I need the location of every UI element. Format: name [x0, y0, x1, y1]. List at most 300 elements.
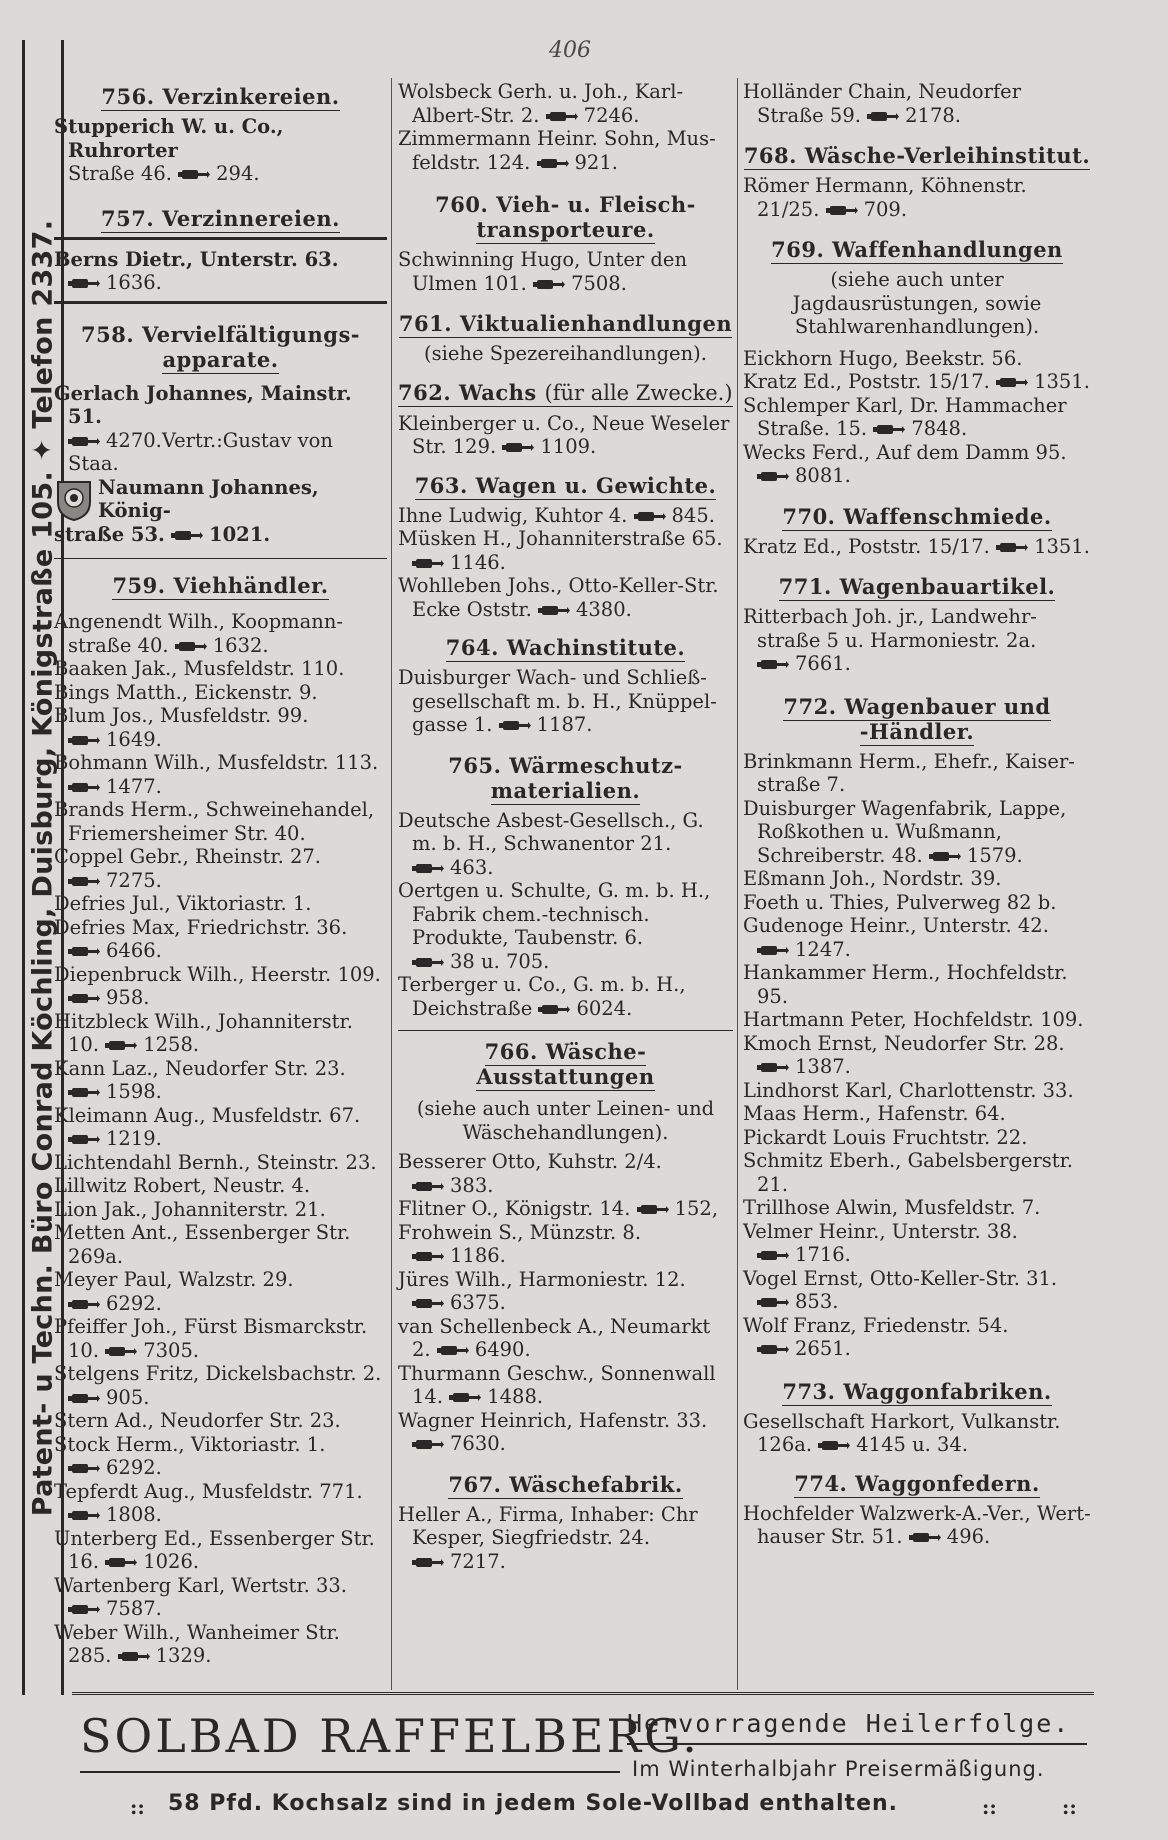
telephone-icon [538, 1004, 570, 1015]
note: (siehe Spezereihandlungen). [424, 342, 707, 365]
note: (siehe auch unter Jagdausrüstungen, sowie Stahlwarenhandlungen). [792, 268, 1042, 338]
page-number: 406 [549, 38, 591, 63]
list-item [743, 1502, 1091, 1549]
telephone-icon [412, 957, 444, 968]
entry-phone: 8081. [795, 464, 851, 487]
entry-list-774 [743, 1502, 1091, 1549]
heading-text: 773. Waggonfabriken. [782, 1378, 1052, 1404]
bottom-advertisement [72, 1692, 1094, 1823]
heading-text: 762. Wachs [398, 379, 537, 405]
entry-phone: 7630. [450, 1432, 506, 1455]
telephone-icon [996, 542, 1028, 553]
entry-phone: 1632. [212, 633, 269, 657]
entry-list-766 [398, 1150, 733, 1456]
entry-text: Hitzbleck Wilh., Johanniterstr. 10. [54, 1009, 353, 1056]
divider [54, 301, 387, 304]
entry-phone: 152, [674, 1197, 719, 1220]
column-2 [398, 80, 733, 1690]
entry-text: Eickhorn Hugo, Beekstr. 56. [743, 346, 1023, 370]
list-item [743, 535, 1091, 559]
entry-phone: 958. [106, 986, 150, 1009]
telephone-icon [68, 1087, 100, 1098]
entry-text: Zimmermann Heinr. Sohn, Mus-feldstr. 124. [398, 127, 716, 174]
list-item [743, 1079, 1091, 1103]
heading-769 [743, 237, 1091, 262]
telephone-icon [412, 558, 444, 569]
heading-text: 759. Viehhändler. [112, 573, 329, 598]
entry-text: Duisburger Wagenfabrik, Lappe, Roßkothen u. Wußmann, Schreiberstr. 48. [743, 796, 1067, 867]
entry-text: Lindhorst Karl, Charlottenstr. 33. [743, 1078, 1074, 1102]
telephone-icon [546, 111, 578, 122]
list-item [54, 1221, 387, 1268]
entry-text: Tepferdt Aug., Musfeldstr. 771. [54, 1479, 363, 1503]
list-item [398, 1315, 733, 1362]
list-item [398, 574, 733, 621]
heading-773 [743, 1379, 1091, 1404]
entry-phone: 7305. [143, 1338, 200, 1362]
list-item [398, 248, 733, 295]
heading-text: 774. Waggonfedern. [794, 1470, 1040, 1496]
entry-text: Römer Hermann, Köhnenstr. 21/25. [743, 174, 1027, 221]
telephone-icon [757, 659, 789, 670]
entry-text: Brands Herm., Schweinehandel, Friemersheimer Str. 40. [54, 798, 375, 845]
list-item [54, 1409, 387, 1433]
list-item [54, 916, 387, 963]
entry-text: Deutsche Asbest-Gesellsch., G. m. b. H., Schwanentor 21. [398, 808, 704, 855]
heading-text: 771. Wagenbauartikel. [778, 574, 1056, 599]
entry-phone: 1186. [450, 1244, 506, 1267]
entry-text: Lichtendahl Bernh., Steinstr. 23. [54, 1150, 377, 1174]
heading-text: 756. Verzinkereien. [101, 84, 340, 109]
entry-text: Kleinberger u. Co., Neue Weseler Str. 129. [398, 411, 730, 458]
list-item [398, 809, 733, 880]
telephone-icon [412, 1251, 444, 1262]
entry-phone: 1247. [795, 937, 851, 961]
heading-text: 760. Vieh- u. Fleisch- [435, 192, 696, 217]
divider [54, 237, 387, 240]
entry-phone: 1146. [450, 550, 506, 574]
entry-phone: 7661. [795, 652, 851, 675]
telephone-icon [929, 851, 961, 862]
heading-758 [54, 322, 387, 372]
list-item [398, 127, 733, 174]
entry-phone: 463. [450, 855, 494, 879]
entry-text: Maas Herm., Hafenstr. 64. [743, 1102, 1006, 1125]
entry-name: Berns Dietr., Unterstr. 63. [54, 247, 339, 271]
list-item [54, 1315, 387, 1362]
list-item [743, 394, 1091, 441]
ad-ornament: :: [982, 1795, 997, 1819]
telephone-icon [757, 945, 789, 956]
entry [54, 248, 387, 295]
list-item [398, 1221, 733, 1268]
entry-phone: 2651. [795, 1337, 851, 1360]
entry-text: Besserer Otto, Kuhstr. 2/4. [398, 1150, 662, 1173]
heading-text: -Händler. [859, 718, 975, 744]
list-item [54, 963, 387, 1010]
telephone-icon [68, 1134, 100, 1145]
entry-phone: 845. [671, 503, 715, 527]
telephone-icon [533, 279, 565, 290]
spa-name-underline [80, 1771, 620, 1773]
telephone-icon [105, 1040, 137, 1051]
entry-list-767 [398, 1503, 733, 1574]
list-item [54, 798, 387, 845]
entry-list-768 [743, 174, 1091, 221]
entry-text: Gudenoge Heinr., Unterstr. 42. [743, 914, 1049, 937]
heading-763 [398, 473, 733, 498]
entry-text: Defries Jul., Viktoriastr. 1. [54, 892, 312, 915]
list-item [54, 1057, 387, 1104]
list-item [398, 504, 733, 528]
telephone-icon [502, 442, 534, 453]
heading-762 [398, 380, 733, 406]
list-item [743, 1196, 1091, 1220]
list-item [743, 347, 1091, 371]
ad-headline-rule [627, 1743, 1087, 1745]
entry-text: Terberger u. Co., G. m. b. H., Deichstraße [398, 973, 686, 1020]
entry-text: Ritterbach Joh. jr., Landwehr-straße 5 u. Harmoniestr. 2a. [743, 605, 1037, 652]
entry-phone: 4145 u. 34. [856, 1433, 969, 1456]
entry-phone: 1387. [795, 1055, 851, 1078]
heading-text: 763. Wagen u. Gewichte. [414, 472, 717, 498]
telephone-icon [867, 111, 899, 122]
entry-phone: 1716. [795, 1243, 851, 1266]
telephone-icon [68, 946, 100, 957]
entry-list-772 [743, 750, 1091, 1361]
column-1 [54, 80, 387, 1690]
entry-name: Gerlach Johannes, Mainstr. 51. [54, 381, 352, 428]
heading-text: 769. Waffenhandlungen [771, 237, 1063, 262]
entry [54, 382, 387, 476]
entry-phone: 6375. [450, 1291, 506, 1314]
heading-text: 767. Wäschefabrik. [448, 1471, 683, 1497]
heading-761 [398, 311, 733, 336]
entry-phone: 1351. [1034, 370, 1090, 393]
heading-765 [398, 753, 733, 803]
list-item [398, 412, 733, 459]
entry-phone: 6024. [576, 996, 633, 1020]
entry-list-759-cont [398, 80, 733, 174]
entry-text: Kmoch Ernst, Neudorfer Str. 28. [743, 1031, 1065, 1055]
list-item [398, 80, 733, 127]
entry-phone: 6466. [106, 939, 162, 962]
entry-text: Eßmann Joh., Nordstr. 39. [743, 867, 1002, 890]
entry-text: Wecks Ferd., Auf dem Damm 95. [743, 440, 1067, 464]
entry-phone: 709. [863, 197, 908, 221]
entry-phone: 1219. [106, 1127, 162, 1150]
telephone-icon [537, 158, 569, 169]
telephone-icon [68, 876, 100, 887]
list-item [743, 1032, 1091, 1079]
heading-text: 772. Wagenbauer und [783, 693, 1051, 719]
entry-text: Oertgen u. Schulte, G. m. b. H., Fabrik chem.-technisch. Produkte, Taubenstr. 6. [398, 879, 711, 949]
entry-text: Diepenbruck Wilh., Heerstr. 109. [54, 962, 381, 986]
telephone-icon [171, 530, 203, 541]
heading-756 [54, 84, 387, 109]
telephone-icon [499, 720, 531, 731]
entry-phone: 1109. [540, 435, 597, 458]
entry-text: Unterberg Ed., Essenberger Str. 16. [54, 1526, 375, 1573]
list-item [54, 1362, 387, 1409]
ad-winter-discount: Im Winterhalbjahr Preisermäßigung. [632, 1757, 1045, 1781]
entry-text: Foeth u. Thies, Pulverweg 82 b. [743, 890, 1057, 914]
entry-text: Lion Jak., Johanniterstr. 21. [54, 1197, 326, 1221]
entry-name: Stupperich W. u. Co., Ruhrorter [54, 115, 284, 162]
telephone-icon [449, 1392, 481, 1403]
column-divider [737, 78, 738, 1690]
telephone-icon [818, 1440, 850, 1451]
list-item [398, 1503, 733, 1574]
list-item [54, 610, 387, 657]
heading-text: 765. Wärmeschutz- [448, 752, 683, 778]
telephone-icon [637, 1204, 669, 1215]
entry-list-765 [398, 809, 733, 1021]
heading-note: (für alle Zwecke.) [544, 380, 733, 405]
telephone-icon [826, 205, 858, 216]
entry-text: Wartenberg Karl, Wertstr. 33. [54, 1573, 347, 1597]
list-item [398, 973, 733, 1020]
entry-text: Hochfelder Walzwerk-A.-Ver., Wert-hauser Str. 51. [743, 1501, 1091, 1548]
note: (siehe auch unter Leinen- und Wäschehandlungen). [416, 1097, 715, 1144]
list-item [398, 1362, 733, 1409]
heading-text: 768. Wäsche-Verleihinstitut. [743, 143, 1091, 168]
telephone-icon [68, 782, 100, 793]
telephone-icon [68, 993, 100, 1004]
telephone-icon [412, 1557, 444, 1568]
telephone-icon [757, 1297, 789, 1308]
heading-text: 770. Waffenschmiede. [782, 503, 1052, 529]
entry-phone: 1351. [1034, 534, 1090, 558]
telephone-icon [412, 1181, 444, 1192]
entry-phone: 1258. [143, 1033, 200, 1056]
entry-list-771 [743, 605, 1091, 676]
list-item [743, 80, 1091, 127]
entry-text: Flitner O., Königstr. 14. [398, 1197, 637, 1220]
list-item [398, 1268, 733, 1315]
heading-764 [398, 635, 733, 660]
entry-text: Metten Ant., Essenberger Str. 269a. [54, 1221, 351, 1268]
entry-text: Meyer Paul, Walzstr. 29. [54, 1268, 294, 1291]
entry-text: Stock Herm., Viktoriastr. 1. [54, 1432, 326, 1456]
entry [54, 476, 387, 547]
entry-phone: 7848. [911, 417, 968, 440]
entry-address: Straße 46. [68, 162, 172, 185]
entry-phone: 1477. [106, 774, 162, 798]
ad-ornament: :: [1062, 1795, 1077, 1819]
list-item [398, 1197, 733, 1221]
entry-text: Defries Max, Friedrichstr. 36. [54, 915, 348, 939]
entry-text: Jüres Wilh., Harmoniestr. 12. [398, 1267, 686, 1291]
entry-phone: 1329. [155, 1644, 212, 1667]
divider [398, 1030, 733, 1031]
entry-text: Duisburger Wach- und Schließ-gesellschaft m. b. H., Knüppel-gasse 1. [398, 666, 717, 736]
list-item [743, 1314, 1091, 1361]
telephone-icon [118, 1651, 150, 1662]
entry-text: Kratz Ed., Poststr. 15/17. [743, 370, 997, 393]
list-item [743, 1126, 1091, 1150]
list-item [54, 845, 387, 892]
heading-770 [743, 504, 1091, 529]
entry-phone: 1021. [209, 522, 271, 546]
list-item [743, 1008, 1091, 1032]
list-item [54, 681, 387, 705]
heading-766 [398, 1039, 733, 1089]
list-item [54, 1574, 387, 1621]
telephone-icon [412, 863, 444, 874]
ad-ornament: :: [130, 1795, 145, 1819]
entry-text: Pfeiffer Joh., Fürst Bismarckstr. 10. [54, 1315, 368, 1362]
telephone-icon [412, 1298, 444, 1309]
spa-name-text: SOLBAD RAFFELBERG. [80, 1709, 700, 1763]
list-item [54, 751, 387, 798]
list-item [743, 1410, 1091, 1457]
list-item [743, 1267, 1091, 1314]
telephone-icon [68, 278, 100, 289]
entry-list-759 [54, 610, 387, 1668]
heading-759 [54, 573, 387, 598]
entry-text: Hartmann Peter, Hochfeldstr. 109. [743, 1008, 1084, 1031]
entry-text: Bings Matth., Eickenstr. 9. [54, 680, 318, 704]
entry-phone: 2178. [905, 103, 961, 127]
shield-logo-icon [54, 478, 94, 522]
entry-list-763 [398, 504, 733, 622]
entry-text: Hankammer Herm., Hochfeldstr. 95. [743, 961, 1068, 1008]
entry-text: Blum Jos., Musfeldstr. 99. [54, 704, 309, 727]
entry [54, 115, 387, 186]
ad-salt-content: 58 Pfd. Kochsalz sind in jedem Sole-Vollbad enthalten. [168, 1791, 899, 1816]
entry-text: Heller A., Firma, Inhaber: Chr Kesper, Siegfriedstr. 24. [398, 1502, 698, 1549]
entry-phone: 6292. [106, 1291, 162, 1315]
side-advertisement-text: Patent- u Techn. Büro Conrad Köchling, Duisburg, Königstraße 105. ✦ Telefon 2337. [27, 219, 59, 1516]
telephone-icon [105, 1557, 137, 1568]
heading-772 [743, 694, 1091, 744]
list-item [398, 879, 733, 973]
list-item [743, 1102, 1091, 1126]
entry-text: Pickardt Louis Fruchtstr. 22. [743, 1125, 1028, 1149]
list-item [54, 657, 387, 681]
entry-phone: 6292. [106, 1456, 162, 1479]
telephone-icon [68, 1299, 100, 1310]
entry-phone: 7508. [571, 271, 627, 295]
telephone-icon [909, 1532, 941, 1543]
heading-767 [398, 1472, 733, 1497]
entry-text: van Schellenbeck A., Neumarkt 2. [398, 1314, 711, 1361]
entry-text: Ihne Ludwig, Kuhtor 4. [398, 503, 634, 527]
entry-text: Schlemper Karl, Dr. Hammacher Straße. 15. [743, 393, 1067, 440]
list-item [743, 750, 1091, 797]
entry-list-760 [398, 248, 733, 295]
entry-text: Wohlleben Johs., Otto-Keller-Str. Ecke Oststr. [398, 574, 719, 621]
entry-text: Kann Laz., Neudorfer Str. 23. [54, 1056, 346, 1080]
column-3 [743, 80, 1091, 1690]
entry-text: Trillhose Alwin, Musfeldstr. 7. [743, 1196, 1041, 1219]
entry-phone: 7275. [106, 868, 162, 892]
list-item [743, 961, 1091, 1008]
entry-text: Müsken H., Johanniterstraße 65. [398, 527, 723, 550]
entry-text: Coppel Gebr., Rheinstr. 27. [54, 845, 321, 868]
entry-text: Schmitz Eberh., Gabelsbergerstr. 21. [743, 1149, 1073, 1196]
list-item [54, 1010, 387, 1057]
list-item [743, 605, 1091, 676]
entry-phone: 7246. [583, 103, 640, 127]
entry-phone: 905. [106, 1385, 150, 1409]
telephone-icon [175, 641, 207, 652]
heading-774 [743, 1471, 1091, 1496]
entry-list-762 [398, 412, 733, 459]
entry-text: Angenendt Wilh., Koopmann-straße 40. [54, 610, 343, 657]
entry-phone: 1649. [106, 727, 162, 751]
list-item [743, 174, 1091, 221]
entry-phone: 1488. [487, 1385, 544, 1408]
telephone-icon [757, 1062, 789, 1073]
heading-757 [54, 206, 387, 231]
entry-text: Weber Wilh., Wanheimer Str. 285. [54, 1620, 340, 1667]
entry-phone: 1598. [106, 1080, 162, 1103]
list-item [743, 1220, 1091, 1267]
telephone-icon [178, 169, 210, 180]
entry-text: Wolsbeck Gerh. u. Joh., Karl-Albert-Str. 2. [398, 80, 684, 127]
telephone-icon [757, 1344, 789, 1355]
entry-phone: 1636. [106, 271, 162, 294]
list-item [54, 1433, 387, 1480]
list-item [54, 1104, 387, 1151]
entry-phone: 4270.Vertr.:Gustav von Staa. [68, 428, 333, 475]
list-item [54, 892, 387, 916]
entry-address: straße 53. [54, 522, 165, 546]
list-item [54, 1480, 387, 1527]
telephone-icon [105, 1346, 137, 1357]
telephone-icon [68, 1604, 100, 1615]
heading-text: 758. Vervielfältigungs- [80, 321, 360, 347]
entry-list-769 [743, 347, 1091, 488]
telephone-icon [68, 735, 100, 746]
entry-text: Brinkmann Herm., Ehefr., Kaiser-straße 7. [743, 749, 1075, 796]
entry-text: Bohmann Wilh., Musfeldstr. 113. [54, 751, 379, 774]
list-item [54, 1527, 387, 1574]
entry-text: Thurmann Geschw., Sonnenwall 14. [398, 1361, 716, 1408]
entry-list-764 [398, 666, 733, 737]
telephone-icon [68, 1463, 100, 1474]
list-item [398, 527, 733, 574]
entry-phone: 1026. [143, 1550, 200, 1573]
entry-text: Kleimann Aug., Musfeldstr. 67. [54, 1103, 361, 1127]
list-item [743, 1149, 1091, 1196]
entry-list-767-cont [743, 80, 1091, 127]
entry-text: Stelgens Fritz, Dickelsbachstr. 2. [54, 1362, 382, 1385]
entry-phone: 496. [946, 1525, 991, 1548]
entry-text: Lillwitz Robert, Neustr. 4. [54, 1174, 311, 1197]
entry-text: Wagner Heinrich, Hafenstr. 33. [398, 1408, 708, 1432]
heading-771 [743, 574, 1091, 599]
list-item [743, 370, 1091, 394]
list-item [743, 891, 1091, 915]
list-item [743, 914, 1091, 961]
telephone-icon [757, 471, 789, 482]
entry-text: Gesellschaft Harkort, Vulkanstr. 126a. [743, 1409, 1061, 1456]
entry-phone: 1808. [106, 1503, 162, 1526]
list-item [54, 1268, 387, 1315]
entry-phone: 4380. [575, 597, 632, 621]
list-item [54, 1151, 387, 1175]
heading-text: transporteure. [476, 217, 655, 242]
telephone-icon [873, 424, 905, 435]
divider [54, 558, 387, 559]
heading-text: 766. Wäsche-Ausstattungen [476, 1039, 655, 1089]
list-item [54, 704, 387, 751]
entry-phone: 853. [795, 1290, 839, 1313]
list-item [398, 1150, 733, 1197]
